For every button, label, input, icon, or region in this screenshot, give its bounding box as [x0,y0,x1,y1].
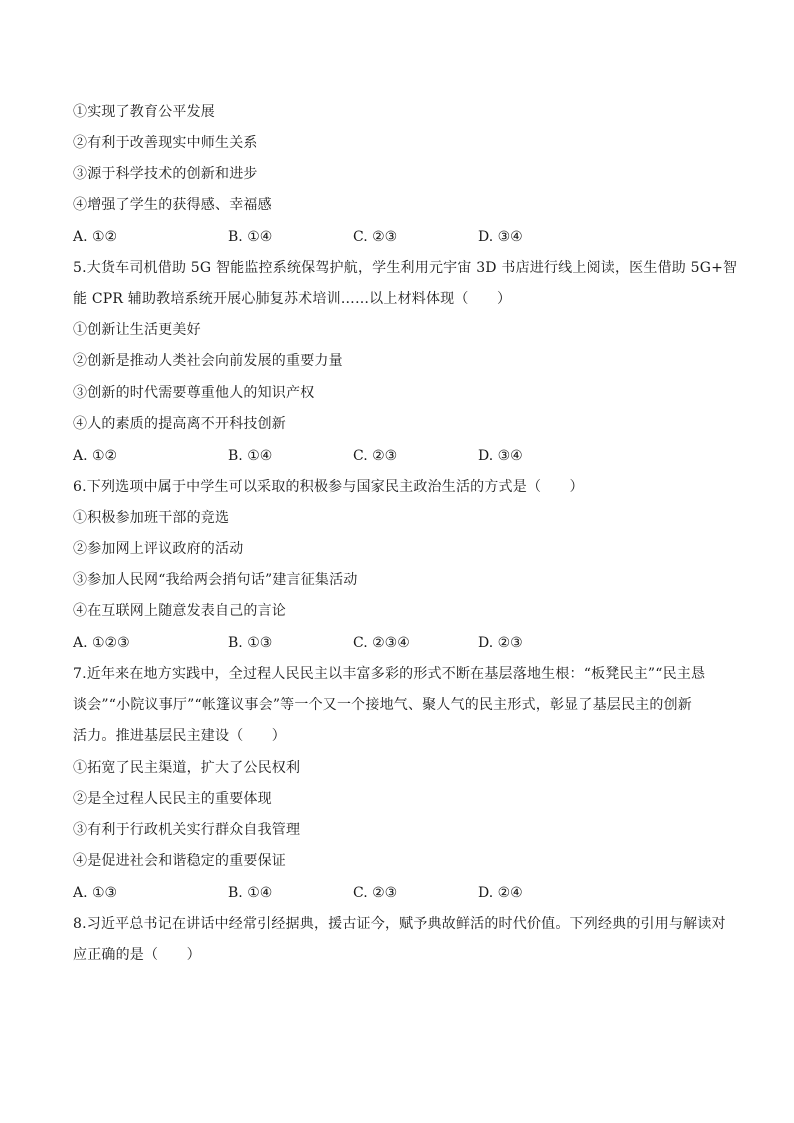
q4-option-b: B. ①④ [228,229,273,245]
q5-item-3: ③创新的时代需要尊重他人的知识产权 [73,385,315,401]
q4-item-1: ①实现了教育公平发展 [73,104,215,120]
q4-item-2: ②有利于改善现实中师生关系 [73,135,258,151]
q7-option-d: D. ②④ [478,885,523,901]
q7-options [73,883,723,903]
q6-item-4: ④在互联网上随意发表自己的言论 [73,603,286,619]
q5-option-a: A. ①② [73,448,118,464]
q8-stem-line-1: 8.习近平总书记在讲话中经常引经据典，援古证今，赋予典故鲜活的时代价值。下列经典的引用与解读对 [73,916,726,932]
q5-option-b: B. ①④ [228,448,273,464]
q7-item-2: ②是全过程人民民主的重要体现 [73,791,272,807]
q5-stem-line-1: 5.大货车司机借助 5G 智能监控系统保驾护航，学生利用元宇宙 3D 书店进行线上阅读，医生借助 5G+智 [73,260,738,276]
q4-option-d: D. ③④ [478,229,523,245]
q5-option-d: D. ③④ [478,448,523,464]
q7-item-4: ④是促进社会和谐稳定的重要保证 [73,853,286,869]
q4-options [73,227,723,247]
q4-option-a: A. ①② [73,229,118,245]
q6-options [73,633,723,653]
q7-stem-line-2: 谈会”“小院议事厅”“帐篷议事会”等一个又一个接地气、聚人气的民主形式，彰显了基层民主的创新 [73,697,692,713]
q5-item-4: ④人的素质的提高离不开科技创新 [73,416,286,432]
q6-stem-line-1: 6.下列选项中属于中学生可以采取的积极参与国家民主政治生活的方式是（ ） [73,479,584,495]
q6-item-1: ①积极参加班干部的竞选 [73,510,230,526]
q7-option-a: A. ①③ [73,885,118,901]
q8-stem-line-2: 应正确的是（ ） [73,947,201,963]
q4-item-3: ③源于科学技术的创新和进步 [73,166,258,182]
q7-stem-line-3: 活力。推进基层民主建设（ ） [73,728,286,744]
q5-item-2: ②创新是推动人类社会向前发展的重要力量 [73,353,343,369]
q5-stem-line-2: 能 CPR 辅助教培系统开展心肺复苏术培训……以上材料体现（ ） [73,291,512,307]
q6-option-c: C. ②③④ [353,635,410,651]
q7-item-3: ③有利于行政机关实行群众自我管理 [73,822,301,838]
q6-option-a: A. ①②③ [73,635,130,651]
q7-item-1: ①拓宽了民主渠道，扩大了公民权利 [73,760,301,776]
q5-option-c: C. ②③ [353,448,398,464]
q7-option-b: B. ①④ [228,885,273,901]
q5-options [73,446,723,466]
q6-option-b: B. ①③ [228,635,273,651]
q6-item-3: ③参加人民网“我给两会捎句话”建言征集活动 [73,572,358,588]
q7-option-c: C. ②③ [353,885,398,901]
q5-item-1: ①创新让生活更美好 [73,322,201,338]
q6-option-d: D. ②③ [478,635,523,651]
q6-item-2: ②参加网上评议政府的活动 [73,541,244,557]
q4-option-c: C. ②③ [353,229,398,245]
q4-item-4: ④增强了学生的获得感、幸福感 [73,197,272,213]
q7-stem-line-1: 7.近年来在地方实践中，全过程人民民主以丰富多彩的形式不断在基层落地生根：“板凳民主”“民主恳 [73,666,706,682]
